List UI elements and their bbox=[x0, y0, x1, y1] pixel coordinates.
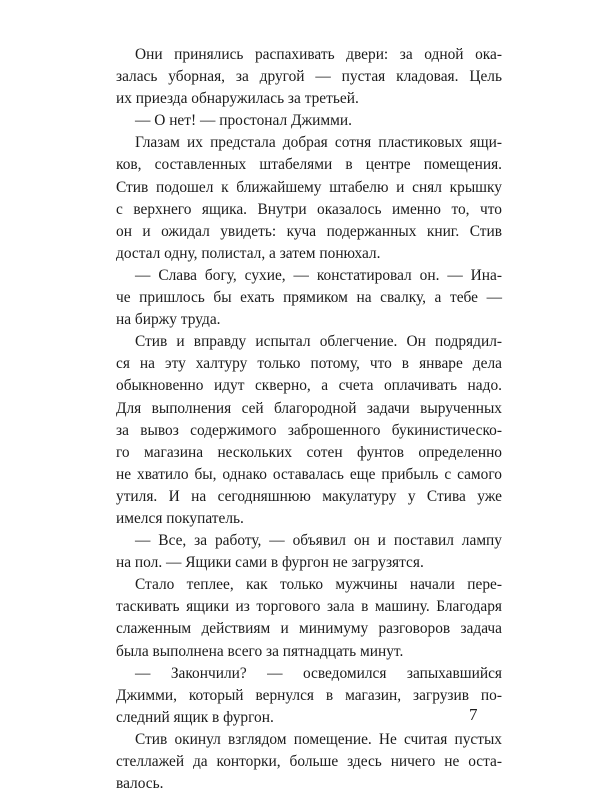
text-line: следний ящик в фургон. bbox=[116, 708, 274, 726]
text-line: Глазам их предстала добрая сотня пластиковых ящи- bbox=[135, 134, 502, 152]
text-line: имелся покупатель. bbox=[116, 509, 244, 527]
text-line: — Слава богу, сухие, — констатировал он. — Ина- bbox=[135, 266, 502, 284]
body-text bbox=[116, 44, 502, 795]
text-line: слаженным действиям и минимуму разговоров задача bbox=[116, 620, 502, 638]
text-line: валось. bbox=[116, 775, 164, 793]
text-line: че пришлось бы ехать прямиком на свалку, а тебе — bbox=[116, 289, 502, 307]
text-line: — Все, за работу, — объявил он и поставил лампу bbox=[135, 532, 502, 550]
text-line: Стало теплее, как только мужчины начали пере- bbox=[135, 576, 502, 594]
text-line: го магазина нескольких сотен фунтов определенно bbox=[116, 443, 502, 461]
text-line: Джимми, который вернулся в магазин, загрузив по- bbox=[116, 686, 502, 704]
text-line: стеллажей да конторки, больше здесь ничего не оста- bbox=[116, 753, 502, 770]
text-line: — О нет! — простонал Джимми. bbox=[135, 112, 352, 130]
text-line: ков, составленных штабелями в центре помещения. bbox=[116, 156, 502, 174]
text-line: с верхнего ящика. Внутри оказалось именно то, что bbox=[116, 200, 502, 218]
text-line: не хватило бы, однако оставалась еще прибыль с самого bbox=[116, 465, 502, 483]
text-line: обыкновенно идут скверно, а счета оплачивать надо. bbox=[116, 377, 502, 395]
text-line: на пол. — Ящики сами в фургон не загрузятся. bbox=[116, 554, 424, 572]
text-line: таскивать ящики из торгового зала в машину. Благодаря bbox=[116, 598, 502, 616]
text-line: Для выполнения сей благородной задачи вырученных bbox=[116, 399, 502, 417]
text-line: — Закончили? — осведомился запыхавшийся bbox=[135, 664, 502, 682]
text-line: их приезда обнаружилась за третьей. bbox=[116, 90, 359, 108]
text-line: на биржу труда. bbox=[116, 311, 221, 329]
text-line: достал одну, полистал, а затем понюхал. bbox=[116, 244, 381, 262]
page-number: 7 bbox=[469, 705, 478, 724]
text-line: Стив и вправду испытал облегчение. Он подрядил- bbox=[135, 333, 502, 351]
text-line: Они принялись распахивать двери: за одной ока- bbox=[135, 46, 502, 63]
text-line: за вывоз содержимого заброшенного букинистическо- bbox=[116, 421, 502, 439]
text-line: ся на эту халтуру только потому, что в январе дела bbox=[116, 355, 502, 373]
text-line: Стив подошел к ближайшему штабелю и снял крышку bbox=[116, 178, 502, 196]
text-line: Стив окинул взглядом помещение. Не считая пустых bbox=[135, 730, 502, 748]
text-line: залась уборная, за другой — пустая кладовая. Цель bbox=[116, 68, 502, 86]
text-line: утиля. И на сегодняшнюю макулатуру у Стива уже bbox=[116, 487, 502, 505]
text-line: была выполнена всего за пятнадцать минут. bbox=[116, 642, 404, 660]
text-line: он и ожидал увидеть: куча подержанных книг. Стив bbox=[116, 222, 502, 240]
